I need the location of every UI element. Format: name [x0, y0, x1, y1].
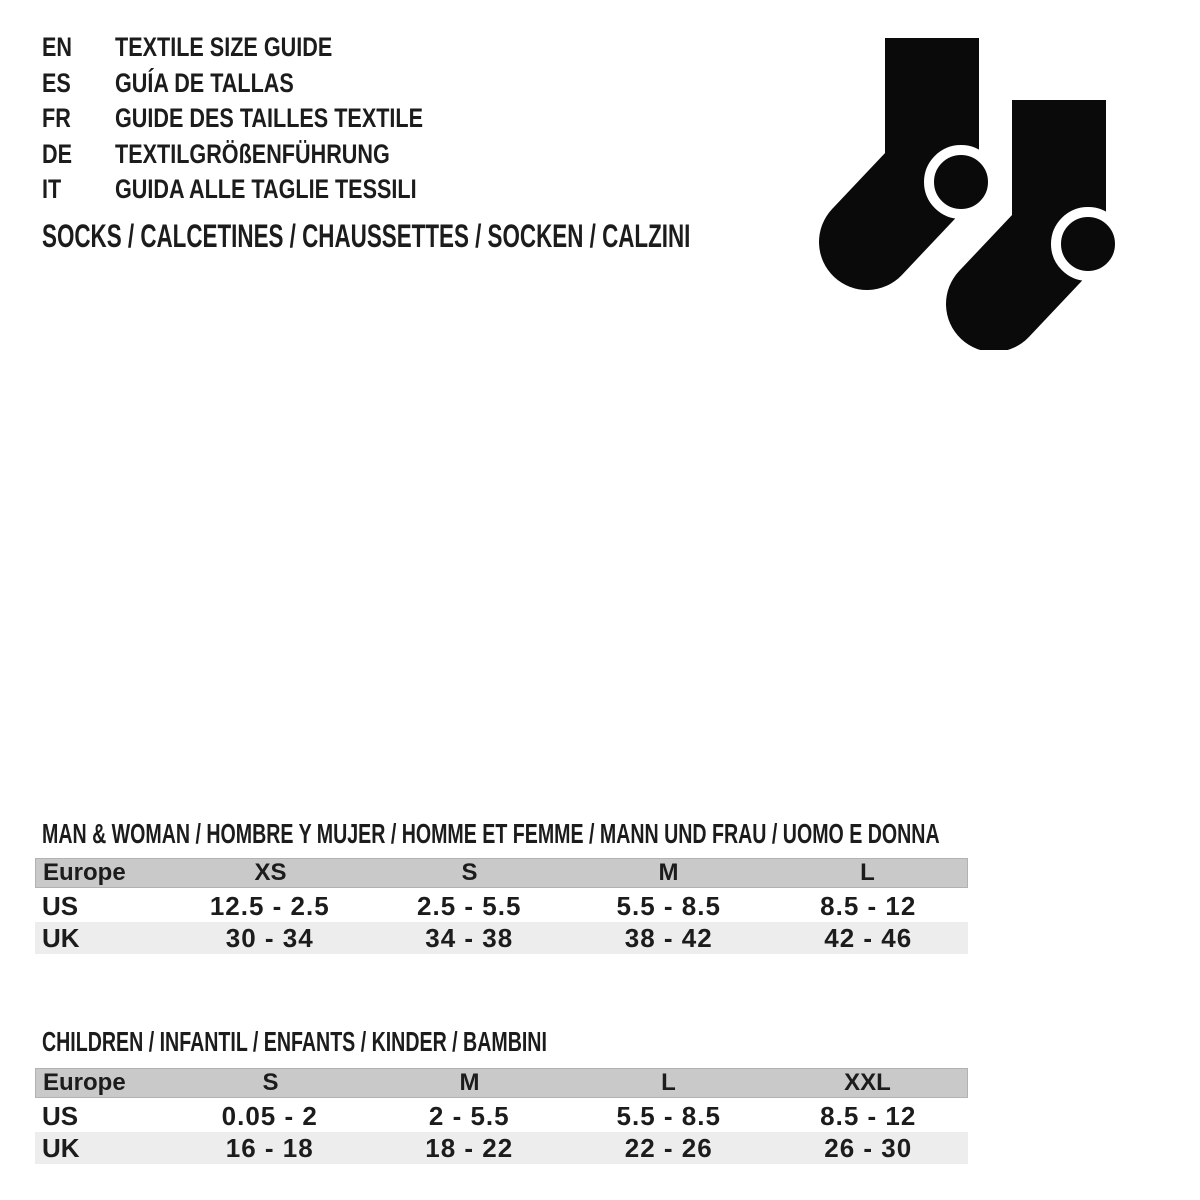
size-value: 8.5 - 12: [820, 890, 917, 921]
size-value: 8.5 - 12: [820, 1100, 917, 1131]
size-value: 2.5 - 5.5: [417, 890, 522, 921]
size-value: 12.5 - 2.5: [209, 890, 330, 921]
table-header-row: [35, 1068, 968, 1098]
socks-icon: [815, 30, 1115, 350]
language-title: TEXTILGRÖßENFÜHRUNG: [115, 138, 390, 169]
column-header-region: Europe: [43, 859, 126, 886]
language-row: [42, 30, 500, 66]
column-header-size: L: [661, 1069, 676, 1096]
language-code: EN: [42, 32, 73, 63]
size-value: 22 - 26: [624, 1132, 713, 1163]
column-header-size: M: [459, 1069, 480, 1096]
table-body: [35, 890, 968, 954]
size-value: 16 - 18: [225, 1132, 314, 1163]
language-title: GUIDE DES TAILLES TEXTILE: [115, 103, 424, 134]
language-code: IT: [42, 174, 62, 205]
region-label: US: [42, 1100, 79, 1131]
size-value: 42 - 46: [824, 922, 913, 953]
size-value: 26 - 30: [824, 1132, 913, 1163]
language-code: FR: [42, 103, 71, 134]
region-label: UK: [42, 1132, 80, 1163]
language-row: [42, 66, 500, 102]
product-category-heading: SOCKS / CALCETINES / CHAUSSETTES / SOCKEN / CALZINI: [42, 218, 691, 254]
column-header-size: S: [461, 859, 478, 886]
region-label: UK: [42, 922, 80, 953]
language-title: TEXTILE SIZE GUIDE: [115, 32, 333, 63]
size-table-children: [35, 1068, 968, 1164]
column-header-size: XXL: [844, 1069, 891, 1096]
size-value: 18 - 22: [425, 1132, 514, 1163]
size-value: 34 - 38: [425, 922, 514, 953]
table-row: [35, 890, 968, 922]
table-row: [35, 1132, 968, 1164]
size-table-adults: [35, 858, 968, 954]
language-code: DE: [42, 138, 73, 169]
language-list: [42, 30, 500, 208]
column-header-size: L: [860, 859, 875, 886]
size-value: 5.5 - 8.5: [616, 1100, 721, 1131]
column-header-size: S: [262, 1069, 279, 1096]
region-label: US: [42, 890, 79, 921]
language-row: [42, 172, 500, 208]
column-header-size: M: [658, 859, 679, 886]
size-value: 2 - 5.5: [428, 1100, 510, 1131]
language-row: [42, 137, 500, 173]
size-value: 38 - 42: [624, 922, 713, 953]
language-code: ES: [42, 67, 71, 98]
language-title: GUIDA ALLE TAGLIE TESSILI: [115, 174, 417, 205]
language-row: [42, 101, 500, 137]
table-header-row: [35, 858, 968, 888]
table-row: [35, 922, 968, 954]
size-value: 30 - 34: [225, 922, 314, 953]
language-title: GUÍA DE TALLAS: [115, 67, 294, 98]
size-value: 0.05 - 2: [221, 1100, 318, 1131]
table-body: [35, 1100, 968, 1164]
table-row: [35, 1100, 968, 1132]
column-header-region: Europe: [43, 1069, 126, 1096]
column-header-size: XS: [254, 859, 287, 886]
children-table-caption: CHILDREN / INFANTIL / ENFANTS / KINDER / BAMBINI: [42, 1026, 547, 1057]
adults-table-caption: MAN & WOMAN / HOMBRE Y MUJER / HOMME ET FEMME / MANN UND FRAU / UOMO E DONNA: [42, 818, 940, 849]
size-value: 5.5 - 8.5: [616, 890, 721, 921]
